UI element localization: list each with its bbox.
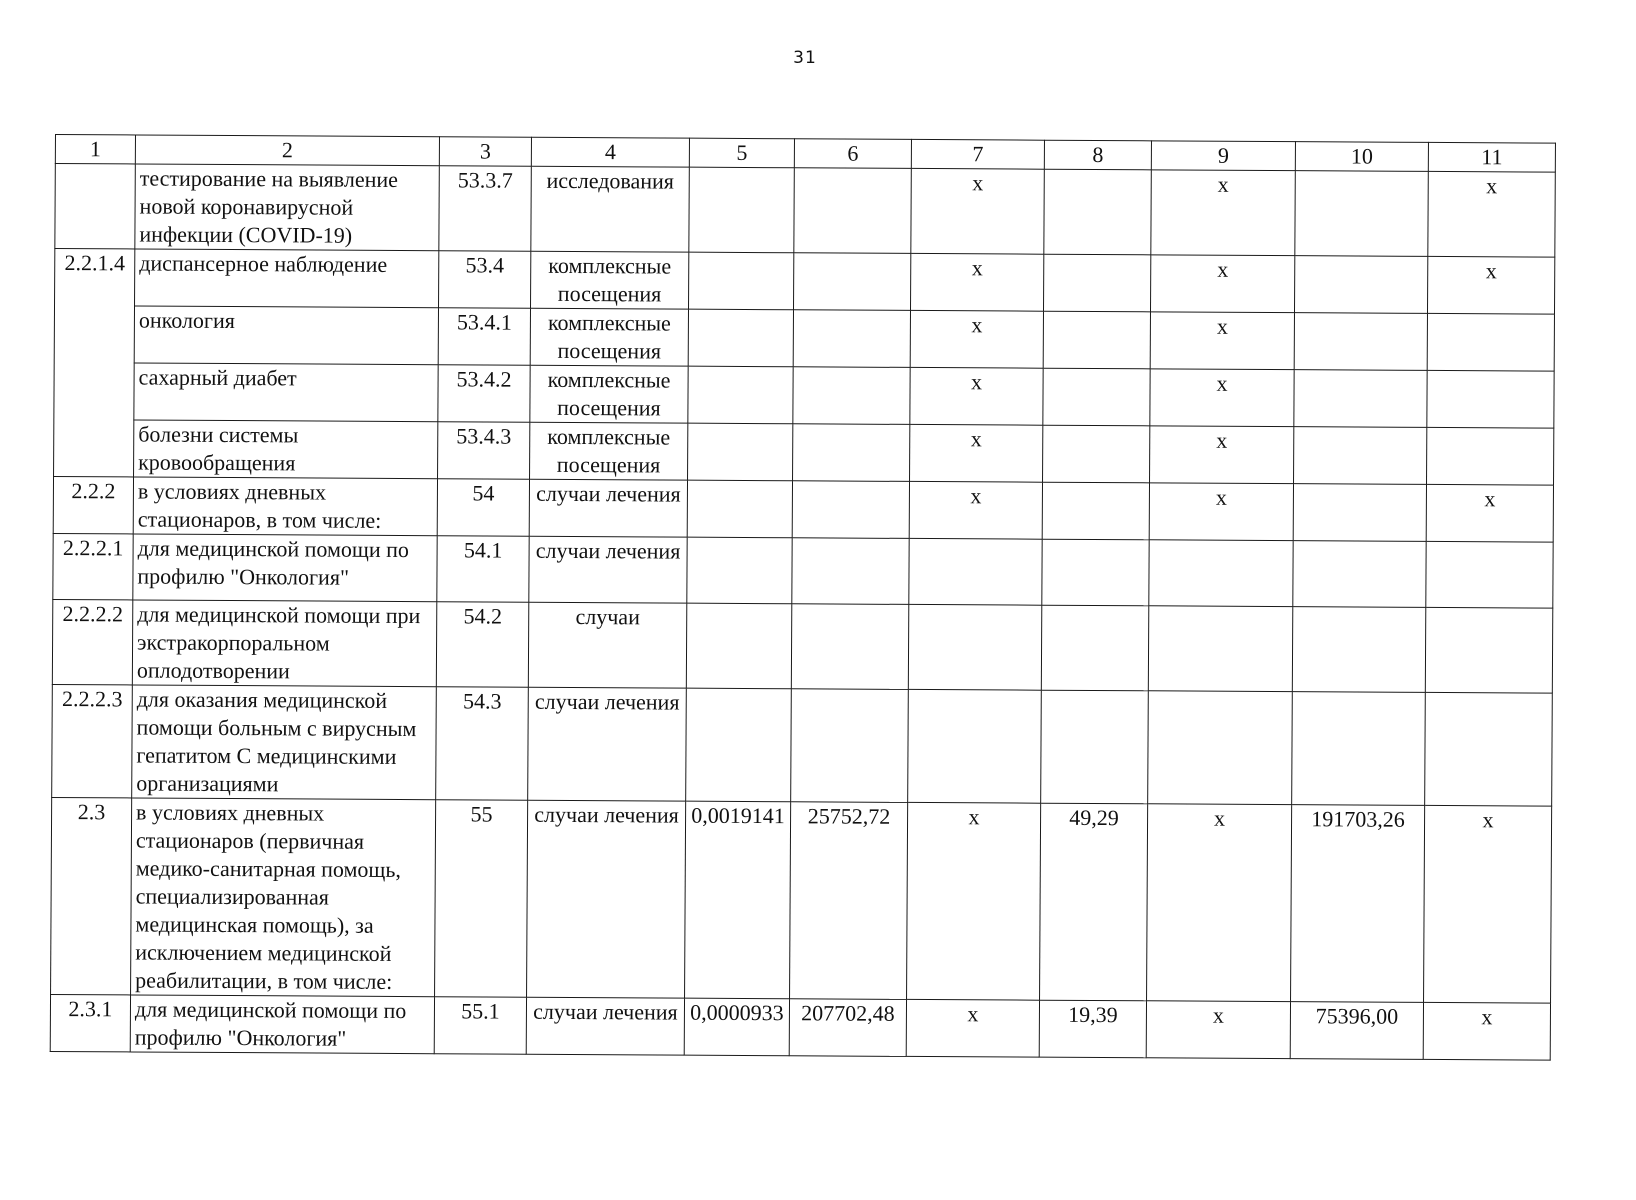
column-number: 6 (794, 139, 911, 169)
code-cell: 2.2.2 (53, 476, 133, 533)
col8-value-cell (1043, 425, 1150, 483)
column-number: 1 (55, 135, 135, 164)
col11-value-cell: x (1428, 171, 1555, 257)
col9-value-cell: x (1150, 426, 1294, 484)
col10-value-cell (1294, 313, 1427, 371)
col6-value-cell (793, 424, 910, 482)
col7-value-cell: x (910, 310, 1043, 368)
name-cell: онкология (134, 306, 438, 365)
col5-value-cell (688, 366, 793, 424)
code-cell: 2.3.1 (50, 994, 130, 1051)
col8-value-cell: 49,29 (1040, 803, 1148, 1001)
column-number: 9 (1151, 141, 1295, 171)
col8-value-cell (1043, 311, 1150, 369)
col6-value-cell (794, 168, 911, 254)
col5-value-cell (686, 688, 792, 802)
col6-value-cell (792, 538, 909, 605)
col9-value-cell: x (1150, 312, 1294, 370)
name-cell: болезни системы кровообращения (134, 420, 438, 479)
column-number: 10 (1295, 142, 1428, 172)
unit-cell: случаи (528, 602, 686, 688)
name-cell: диспансерное наблюдение (135, 249, 439, 308)
col6-value-cell (793, 310, 910, 368)
col10-value-cell (1294, 256, 1427, 314)
col7-value-cell: x (907, 802, 1041, 1000)
unit-cell: комплексные посещения (530, 308, 688, 366)
name-cell: сахарный диабет (134, 363, 438, 422)
unit-cell: случаи лечения (526, 997, 684, 1055)
row-number-cell: 54.3 (436, 687, 529, 801)
col8-value-cell (1043, 368, 1150, 426)
column-number: 4 (531, 137, 689, 167)
code-cell: 2.2.2.3 (52, 684, 133, 797)
col8-value-cell (1042, 539, 1149, 606)
col6-value-cell (792, 481, 909, 539)
col8-value-cell (1041, 605, 1148, 691)
col7-value-cell: x (910, 367, 1043, 425)
col6-value-cell (794, 253, 911, 311)
col6-value-cell (791, 604, 908, 690)
name-cell: тестирование на выявление новой коронавирусной инфекции (COVID-19) (135, 164, 439, 251)
column-number: 5 (689, 138, 794, 168)
col9-value-cell: x (1149, 483, 1293, 541)
row-number-cell: 54.1 (437, 536, 529, 603)
row-number-cell: 53.3.7 (439, 166, 531, 252)
col10-value-cell (1293, 541, 1426, 608)
unit-cell: исследования (531, 166, 689, 252)
table-row (52, 599, 1552, 693)
row-number-cell: 53.4 (439, 251, 531, 309)
col11-value-cell (1427, 313, 1554, 371)
col9-value-cell: x (1147, 804, 1292, 1002)
unit-cell: случаи лечения (527, 800, 686, 998)
col9-value-cell: x (1150, 255, 1294, 313)
name-cell: для медицинской помощи по профилю "Онкология" (130, 995, 434, 1054)
col5-value-cell (688, 423, 793, 481)
col7-value-cell: x (909, 481, 1042, 539)
code-cell: 2.3 (51, 797, 132, 994)
col10-value-cell (1295, 171, 1428, 257)
col9-value-cell (1149, 540, 1293, 607)
col11-value-cell: x (1424, 805, 1552, 1003)
col10-value-cell: 75396,00 (1290, 1002, 1423, 1060)
column-number: 7 (911, 139, 1044, 169)
col5-value-cell (687, 480, 792, 538)
row-number-cell: 55 (435, 800, 528, 998)
col10-value-cell (1292, 607, 1425, 693)
code-cell: 2.2.2.1 (53, 533, 133, 599)
col5-value-cell: 0,0019141 (685, 801, 791, 999)
code-cell: 2.2.1.4 (54, 249, 135, 477)
row-number-cell: 55.1 (434, 997, 526, 1055)
col8-value-cell (1043, 254, 1150, 312)
table-row (54, 306, 1554, 372)
unit-cell: случаи лечения (529, 536, 687, 603)
col8-value-cell (1044, 169, 1151, 255)
table-row (55, 249, 1555, 315)
name-cell: для оказания медицинской помощи больным с вирусным гепатитом С медицинскими организациями (132, 685, 437, 800)
column-number: 8 (1044, 140, 1151, 170)
col7-value-cell: x (910, 424, 1043, 482)
col11-value-cell (1426, 541, 1553, 608)
table-row (50, 994, 1550, 1060)
col10-value-cell: 191703,26 (1291, 805, 1425, 1003)
col9-value-cell (1148, 606, 1292, 692)
column-number: 3 (439, 137, 531, 167)
table-row (54, 419, 1554, 485)
col11-value-cell (1425, 607, 1552, 693)
col7-value-cell (908, 689, 1042, 803)
page-number: 31 (793, 48, 817, 68)
code-cell (55, 164, 135, 249)
services-table (50, 134, 1556, 1061)
col10-value-cell (1292, 692, 1426, 806)
table-row (55, 164, 1555, 258)
col11-value-cell: x (1423, 1002, 1550, 1060)
col5-value-cell (689, 252, 794, 310)
col6-value-cell (791, 689, 909, 803)
unit-cell: комплексные посещения (531, 251, 689, 309)
col5-value-cell (686, 603, 791, 689)
table-row (54, 362, 1554, 428)
col5-value-cell (687, 537, 792, 604)
table-row (53, 476, 1553, 542)
col11-value-cell: x (1426, 484, 1553, 542)
table-row (52, 684, 1553, 806)
col5-value-cell (688, 309, 793, 367)
col11-value-cell: x (1427, 256, 1554, 314)
col10-value-cell (1293, 484, 1426, 542)
row-number-cell: 54.2 (436, 602, 528, 688)
row-number-cell: 54 (437, 479, 529, 537)
col9-value-cell: x (1146, 1001, 1290, 1059)
unit-cell: комплексные посещения (530, 422, 688, 480)
row-number-cell: 53.4.3 (438, 422, 530, 480)
row-number-cell: 53.4.1 (438, 308, 530, 366)
name-cell: для медицинской помощи при экстракорпоральном оплодотворении (132, 600, 436, 687)
col8-value-cell: 19,39 (1039, 1000, 1146, 1058)
col7-value-cell (909, 538, 1042, 605)
col10-value-cell (1294, 427, 1427, 485)
column-number: 11 (1428, 142, 1555, 172)
col10-value-cell (1294, 370, 1427, 428)
col5-value-cell: 0,0000933 (684, 998, 789, 1056)
column-number: 2 (135, 135, 439, 166)
col7-value-cell: x (910, 253, 1043, 311)
row-number-cell: 53.4.2 (438, 365, 530, 423)
col7-value-cell: x (911, 168, 1044, 254)
unit-cell: случаи лечения (529, 479, 687, 537)
col7-value-cell (908, 604, 1041, 690)
col11-value-cell (1427, 427, 1554, 485)
col6-value-cell (793, 367, 910, 425)
name-cell: в условиях дневных стационаров, в том числе: (133, 477, 437, 536)
col9-value-cell: x (1150, 369, 1294, 427)
table-row (53, 533, 1553, 608)
col5-value-cell (689, 167, 794, 253)
table-row (51, 797, 1552, 1003)
col6-value-cell: 207702,48 (789, 999, 906, 1057)
unit-cell: комплексные посещения (530, 365, 688, 423)
name-cell: в условиях дневных стационаров (первичная медико-санитарная помощь, специализированная медицинская помощь), за исключением медицинской реабилитации, в том числе: (131, 798, 436, 997)
col7-value-cell: x (906, 999, 1039, 1057)
col11-value-cell (1427, 370, 1554, 428)
col9-value-cell: x (1151, 170, 1295, 256)
col9-value-cell (1148, 691, 1293, 805)
code-cell: 2.2.2.2 (52, 599, 132, 684)
col11-value-cell (1425, 692, 1553, 806)
name-cell: для медицинской помощи по профилю "Онкология" (133, 534, 437, 602)
col8-value-cell (1042, 482, 1149, 540)
unit-cell: случаи лечения (528, 687, 687, 801)
col6-value-cell: 25752,72 (790, 802, 908, 1000)
col8-value-cell (1041, 690, 1149, 804)
